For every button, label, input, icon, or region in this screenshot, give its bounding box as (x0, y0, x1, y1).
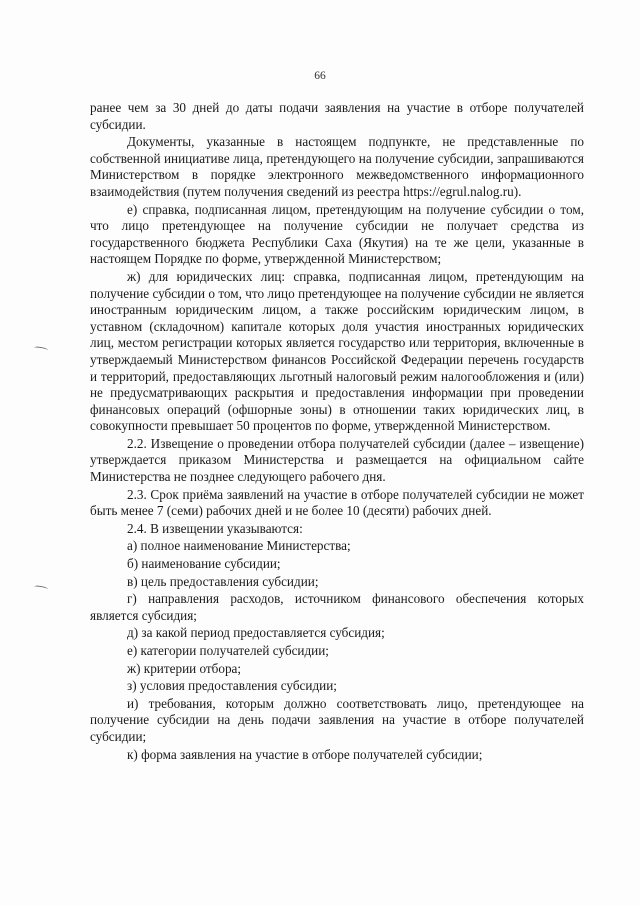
margin-mark (34, 346, 48, 352)
list-item: е) категории получателей субсидии; (127, 643, 329, 658)
list-item: ж) критерии отбора; (127, 660, 242, 676)
list-item: д) за какой период предоставляется субсидия; (127, 625, 385, 641)
paragraph: 2.4. В извещении указываются: (127, 520, 303, 536)
list-item: и) требования, которым должно соответствовать лицо, претендующее на получение субсидии на день подачи заявления на участие в отборе получателей субсидии; (90, 695, 584, 744)
paragraph: ранее чем за 30 дней до даты подачи заявления на участие в отборе получателей субсидии. (90, 100, 584, 132)
paragraph: е) справка, подписанная лицом, претендующим на получение субсидии о том, что лицо претендующее на получение субсидии не получает средства из государственного бюджета Республики Саха (Якутия) на те же цели, указанные в настоящем Порядке по форме, утвержденной Министерством; (90, 201, 584, 267)
paragraph: 2.3. Срок приёма заявлений на участие в отборе получателей субсидии не может быть менее 7 (семи) рабочих дней и не более 10 (десяти) рабочих дней. (90, 486, 584, 519)
list-item: а) полное наименование Министерства; (127, 538, 351, 554)
list-item: г) направления расходов, источником финансового обеспечения которых является субсидия; (90, 591, 584, 623)
paragraph: 2.2. Извещение о проведении отбора получателей субсидии (далее – извещение) утверждается приказом Министерства и размещается на официальном сайте Министерства не позднее следующего рабочего дня. (90, 435, 584, 485)
paragraph: Документы, указанные в настоящем подпункте, не представленные по собственной инициативе лица, претендующего на получение субсидии, запрашиваются Министерством в порядке электронного межведомственного информационного взаимодействия (путем получения сведений из реестра https://egrul.nalog.ru). (90, 134, 584, 199)
list-item: к) форма заявления на участие в отборе получателей субсидии; (127, 746, 483, 762)
page-number: 66 (314, 70, 326, 82)
margin-mark (34, 585, 48, 591)
document-body (90, 100, 584, 763)
list-item: в) цель предоставления субсидии; (127, 573, 319, 589)
list-item: б) наименование субсидии; (127, 556, 281, 572)
list-item: з) условия предоставления субсидии; (127, 678, 337, 694)
paragraph: ж) для юридических лиц: справка, подписанная лицом, претендующим на получение субсидии о том, что лицо претендующее на получение субсидии не является иностранным юридическим лицом, а также российским юридическим лицом, в уставном (складочном) капитале которых доля участия иностранных юридических лиц, местом регистрации которых является государство или территория, включенные в утверждаемый Министерством финансов Российской Федерации перечень государств и территорий, предоставляющих льготный налоговый режим налогообложения и (или) не предусматривающих раскрытия и предоставления информации при проведении финансовых операций (офшорные зоны) в отношении таких юридических лиц, в совокупности превышает 50 процентов по форме, утвержденной Министерством. (90, 268, 584, 434)
